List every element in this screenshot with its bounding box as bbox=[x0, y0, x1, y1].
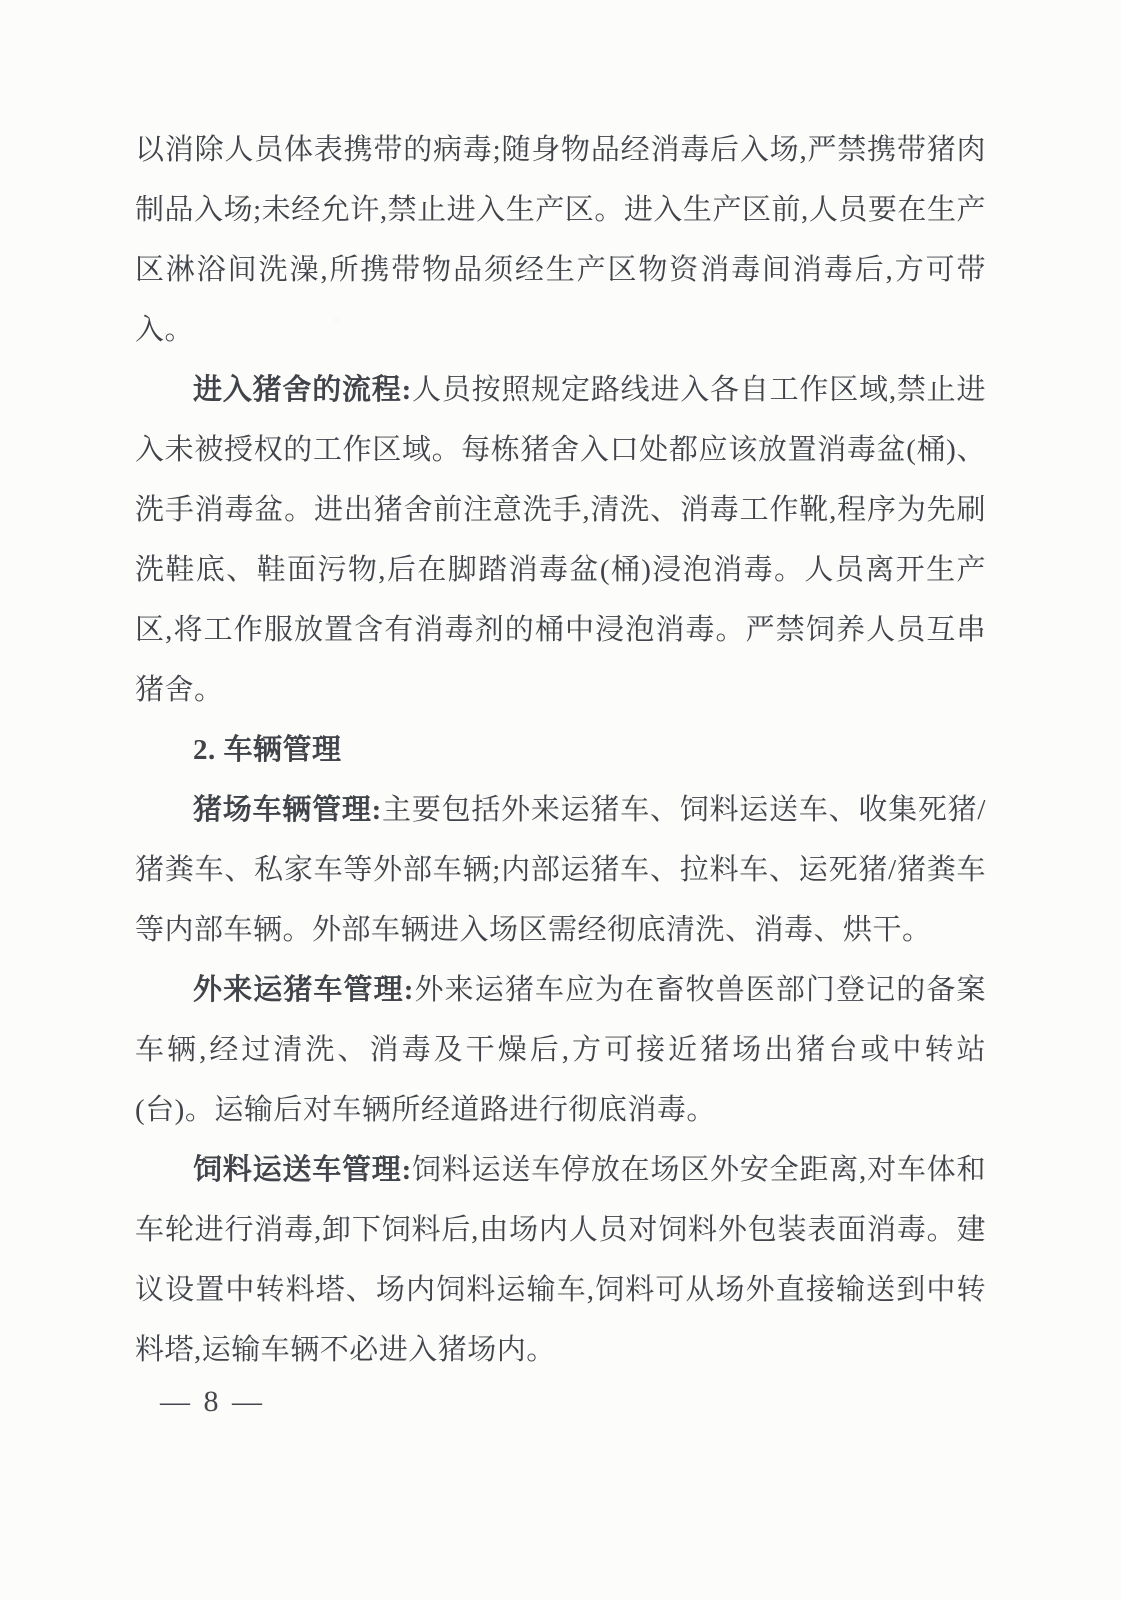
paragraph-external-pig-truck-management bbox=[135, 960, 986, 1140]
paragraph-lead: 进入猪舍的流程: bbox=[193, 374, 412, 406]
paragraph-lead: 外来运猪车管理: bbox=[193, 974, 414, 1006]
paragraph-personnel-disinfection-continuation bbox=[135, 120, 986, 360]
page-number: — 8 — bbox=[160, 1385, 265, 1418]
paragraph-text: 饲料运送车停放在场区外安全距离,对车体和车轮进行消毒,卸下饲料后,由场内人员对饲料外包装表面消毒。建议设置中转料塔、场内饲料运输车,饲料可从场外直接输送到中转料塔,运输车辆不必进入猪场内。 bbox=[135, 1154, 986, 1366]
document-content bbox=[135, 120, 986, 1380]
heading-label: 2. 车辆管理 bbox=[193, 734, 342, 766]
heading-vehicle-management bbox=[135, 720, 986, 780]
paragraph-text: 主要包括外来运猪车、饲料运送车、收集死猪/猪粪车、私家车等外部车辆;内部运猪车、拉料车、运死猪/猪粪车等内部车辆。外部车辆进入场区需经彻底清洗、消毒、烘干。 bbox=[135, 794, 986, 946]
paragraph-text: 外来运猪车应为在畜牧兽医部门登记的备案车辆,经过清洗、消毒及干燥后,方可接近猪场出猪台或中转站(台)。运输后对车辆所经道路进行彻底消毒。 bbox=[135, 974, 986, 1126]
paragraph-farm-vehicle-management bbox=[135, 780, 986, 960]
paragraph-feed-truck-management bbox=[135, 1140, 986, 1380]
paragraph-pigsty-entry-procedure bbox=[135, 360, 986, 720]
paragraph-text: 以消除人员体表携带的病毒;随身物品经消毒后入场,严禁携带猪肉制品入场;未经允许,禁止进入生产区。进入生产区前,人员要在生产区淋浴间洗澡,所携带物品须经生产区物资消毒间消毒后,方可带入。 bbox=[135, 134, 986, 346]
paragraph-lead: 猪场车辆管理: bbox=[193, 794, 382, 826]
paragraph-lead: 饲料运送车管理: bbox=[193, 1154, 412, 1186]
paragraph-text: 人员按照规定路线进入各自工作区域,禁止进入未被授权的工作区域。每栋猪舍入口处都应该放置消毒盆(桶)、洗手消毒盆。进出猪舍前注意洗手,清洗、消毒工作靴,程序为先刷洗鞋底、鞋面污物,后在脚踏消毒盆(桶)浸泡消毒。人员离开生产区,将工作服放置含有消毒剂的桶中浸泡消毒。严禁饲养人员互串猪舍。 bbox=[135, 374, 986, 706]
